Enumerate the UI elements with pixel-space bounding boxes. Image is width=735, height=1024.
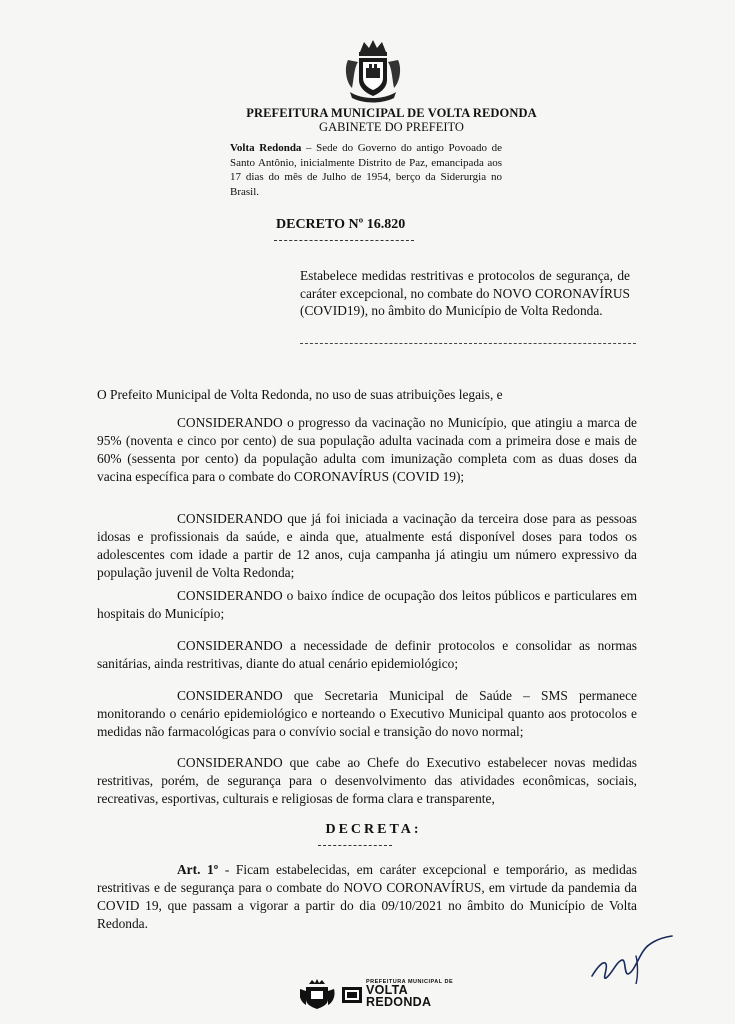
intro-city: Volta Redonda xyxy=(230,142,302,154)
paragraph-preamble: O Prefeito Municipal de Volta Redonda, no uso de suas atribuições legais, e xyxy=(97,387,503,402)
article-1-label: Art. 1º xyxy=(177,862,219,877)
footer-line-2: REDONDA xyxy=(366,995,432,1009)
paragraph-considerando-4: CONSIDERANDO a necessidade de definir protocolos e consolidar as normas sanitárias, ainda restritivas, diante do atual cenário epidemiológico; xyxy=(97,638,637,671)
article-1 xyxy=(97,861,637,933)
article-1-text: - Ficam estabelecidas, em caráter excepcional e temporário, as medidas restritivas e de segurança para o combate do NOVO CORONAVÍRUS, em virtude da pandemia da COVID 19, que passam a vigorar a partir do dia 09/10/2021 no âmbito do Município de Volta Redonda. xyxy=(97,862,638,931)
signature-icon xyxy=(588,930,680,984)
paragraph-considerando-6: CONSIDERANDO que cabe ao Chefe do Executivo estabelecer novas medidas restritivas, porém, de segurança para o desenvolvimento das atividades econômicas, sociais, recreativas, esportivas, culturais e religiosas de forma clara e transparente, xyxy=(97,755,637,806)
footer-line-1: VOLTA xyxy=(366,983,409,997)
decree-number: DECRETO Nº 16.820 xyxy=(276,217,406,232)
header-subtitle: GABINETE DO PREFEITO xyxy=(319,120,464,134)
paragraph-considerando-1: CONSIDERANDO o progresso da vacinação no Município, que atingiu a marca de 95% (noventa e cinco por cento) de sua população adulta vacinada com a primeira dose e mais de 60% (sessenta por cento) da população adulta com imunização completa com as duas doses da vacina específica para o combate do CORONAVÍRUS (COVID 19); xyxy=(97,415,637,484)
footer-logo-text xyxy=(366,984,476,1008)
decree-number-rule xyxy=(274,240,414,241)
footer-small-text: PREFEITURA MUNICIPAL DE xyxy=(366,979,454,985)
paragraph-considerando-3: CONSIDERANDO o baixo índice de ocupação dos leitos públicos e particulares em hospitais do Município; xyxy=(97,588,637,621)
summary-rule xyxy=(300,343,636,344)
coat-of-arms-icon xyxy=(342,38,404,104)
decree-summary: Estabelece medidas restritivas e protocolos de segurança, de caráter excepcional, no combate do NOVO CORONAVÍRUS (COVID19), no âmbito do Município de Volta Redonda. xyxy=(300,268,630,318)
intro-body: – Sede do Governo do antigo Povoado de Santo Antônio, inicialmente Distrito de Paz, emancipada aos 17 dias do mês de Julho de 1954, berço da Siderurgia no Brasil. xyxy=(230,142,502,198)
paragraph-considerando-5: CONSIDERANDO que Secretaria Municipal de Saúde – SMS permanece monitorando o cenário epidemiológico e norteando o Executivo Municipal quanto aos protocolos e medidas não farmacológicas para o convívio social e transição do novo normal; xyxy=(97,688,637,739)
paragraph-considerando-2: CONSIDERANDO que já foi iniciada a vacinação da terceira dose para as pessoas idosas e profissionais da saúde, e ainda que, atualmente está disponível doses para todos os adolescentes com idade a partir de 12 anos, cuja campanha já atingiu um número expressivo da população juvenil de Volta Redonda; xyxy=(97,511,637,580)
header-title: PREFEITURA MUNICIPAL DE VOLTA REDONDA xyxy=(246,106,537,120)
decreta-heading: DECRETA: xyxy=(325,822,422,837)
decreta-rule xyxy=(318,845,392,846)
intro-text xyxy=(230,141,502,199)
